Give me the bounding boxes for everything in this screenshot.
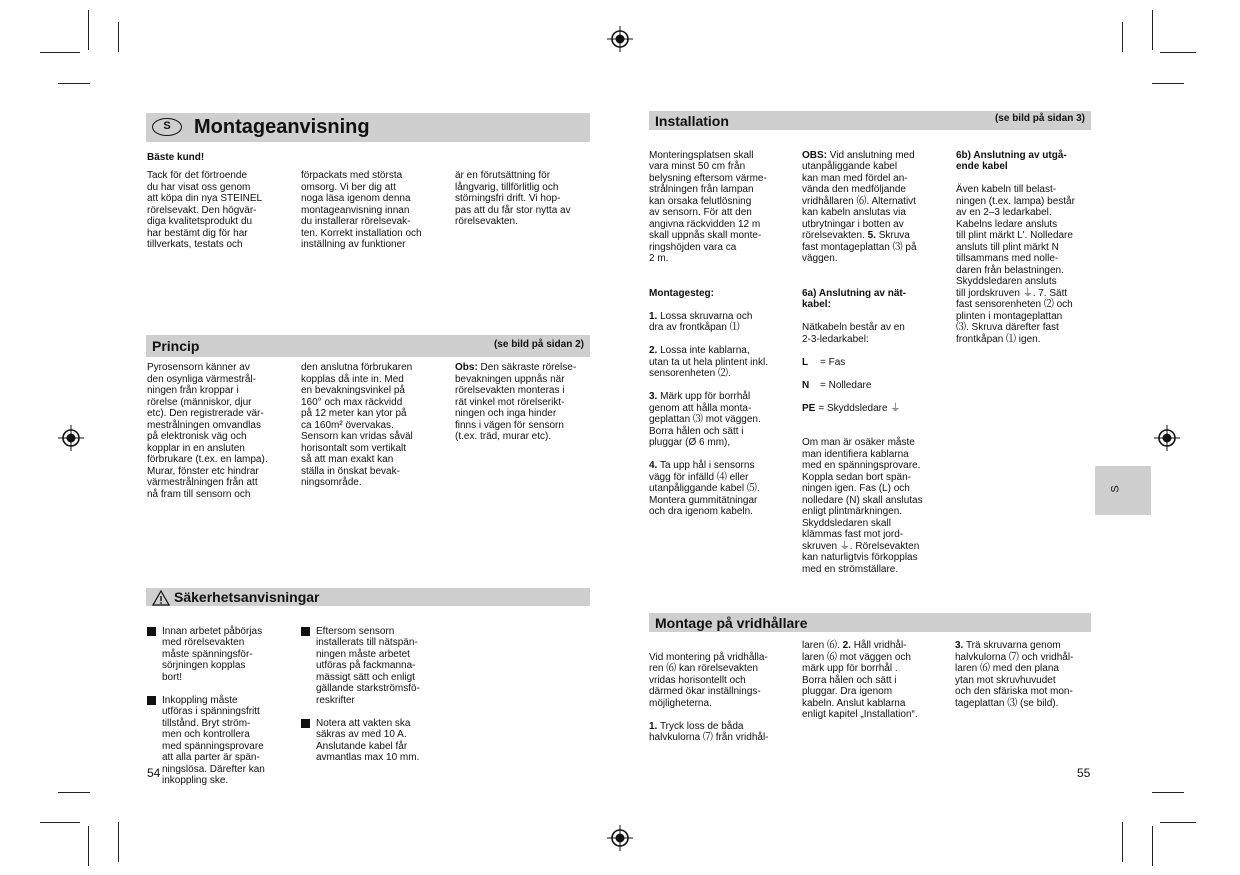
crop-mark — [1152, 792, 1184, 793]
installation-column-2 — [802, 138, 950, 587]
installation-column-1 — [649, 138, 797, 529]
intro-column-1: Tack för det förtroende du har visat oss genom att köpa din nya STEINEL rörelsevakt. Den högvär- diga kvalitetsprodukt du har bestämt dig för har tillverkats, testats och — [147, 170, 263, 250]
crop-mark — [58, 792, 90, 793]
registration-mark-icon — [1154, 425, 1180, 451]
section-title: Installation — [655, 113, 729, 129]
subsection-intro-6a: Nätkabeln består av en 2-3-ledarkabel: — [802, 322, 905, 345]
crop-mark — [1122, 822, 1123, 862]
intro-column-2: förpackats med största omsorg. Vi ber dig att noga läsa igenom denna montageanvisning innan du installerar rörelsevak- ten. Korrekt installation och inställning av funktioner — [301, 170, 422, 250]
list-item: 4. Ta upp hål i sensorns vägg för infälld ⑷ eller utanpåliggande kabel ⑸. Montera gummitätningar och dra igenom kabeln. — [649, 460, 760, 517]
page-number-right: 55 — [1077, 766, 1091, 780]
list-item: 2. Lossa inte kablarna, utan ta ut hela plintent inkl. sensorenheten ⑵. — [649, 345, 768, 379]
wire-row: L = Fas — [802, 356, 846, 368]
safety-column-1 — [147, 614, 297, 798]
section-header-montage — [649, 613, 1091, 632]
bullet-square-icon — [147, 627, 156, 636]
section-title: Säkerhetsanvisningar — [174, 589, 320, 605]
crop-mark — [1152, 10, 1153, 50]
obs-label: Obs: — [455, 362, 478, 373]
wire-row: N = Nolledare — [802, 379, 872, 391]
language-badge: S — [152, 118, 182, 136]
registration-mark-icon — [607, 825, 633, 851]
wire-row: PE = Skyddsledare ⏚ — [802, 402, 901, 414]
crop-mark — [118, 22, 119, 52]
registration-mark-icon — [607, 26, 633, 52]
princip-column-1: Pyrosensorn känner av den osynliga värmestrål- ningen från kroppar i rörelse (människor, djur etc). Den registrerade vär- mestrålningen omvandlas på elektronisk väg och kopplar in en ansluten förbrukare (t.ex. en lampa). Murar, fönster etc hindrar värmestrålningen från att nå fram till sensorn och — [147, 362, 268, 500]
page-number-left: 54 — [147, 766, 161, 780]
montage-column-3: 3. Trä skruvarna genom halvkulorna ⑺ och vridhål- laren ⑹ med den plana ytan mot skruvhuvudet och den sfäriska mot mon- tageplattan ⑶ (se bild). — [955, 640, 1074, 709]
registration-mark-icon — [58, 425, 84, 451]
crop-mark — [88, 826, 89, 866]
crop-mark — [88, 10, 89, 50]
section-header-princip — [146, 335, 590, 357]
section-reference: (se bild på sidan 3) — [994, 113, 1085, 124]
bullet-square-icon — [301, 627, 310, 636]
crop-mark — [1152, 83, 1184, 84]
crop-mark — [40, 822, 80, 823]
subsection-title-6a: 6a) Anslutning av nät- kabel: — [802, 287, 907, 310]
obs-text: Den säkraste rörelse- bevakningen uppnås när rörelsevakten monteras i rät vinkel mot rörelserikt- ningen och inga hinder finns i vägen för sensorn (t.ex. träd, murar etc). — [455, 362, 577, 442]
main-title-bar — [146, 113, 590, 142]
crop-mark — [1152, 826, 1153, 866]
list-item: 3. Märk upp för borrhål genom att hålla monta- geplattan ⑶ mot väggen. Borra hålen och sätt i pluggar (Ø 6 mm), — [649, 391, 761, 448]
section-header-safety — [146, 588, 590, 606]
list-item: Innan arbetet påbörjas med rörelsevakten måste spänningsför- sörjningen kopplas bort! — [147, 626, 297, 684]
greeting: Bäste kund! — [147, 152, 205, 163]
crop-mark — [40, 52, 80, 53]
section-title: Princip — [152, 338, 200, 354]
bullet-square-icon — [301, 719, 310, 728]
princip-column-3 — [455, 362, 595, 443]
wiring-note: Om man är osäker måste man identifiera kablarna med en spänningsprovare. Koppla sedan bort spän- ningen igen. Fas (L) och nolledare (N) skall anslutas enligt plintmärkningen. Skyddsledaren skall klämmas fast mot jord- skruven ⏚. Rörelsevakten kan naturligtvis förkopplas med en strömställare. — [802, 437, 923, 575]
list-item: Notera att vakten ska säkras av med 10 A. Anslutande kabel får avmantlas max 10 mm. — [301, 718, 451, 764]
language-side-tab: S — [1095, 466, 1151, 515]
intro-column-3: är en förutsättning för långvarig, tillförlitlig och störningsfri drift. Vi hop- pas att du får stor nytta av rörelsevakten. — [455, 170, 571, 227]
montage-column-2: laren ⑹. 2. Håll vridhål- laren ⑹ mot väggen och märk upp för borrhål . Borra hålen och sätt i pluggar. Dra igenom kabeln. Anslut kablarna enligt kapitel „Installation“. — [802, 640, 918, 720]
montage-column-1: Vid montering på vridhålla- ren ⑹ kan rörelsevakten vridas horisontellt och därmed ökar inställnings- möjligheterna. 1. Tryck loss de båda halvkulorna ⑺ från vridhål- — [649, 651, 769, 743]
crop-mark — [58, 83, 90, 84]
subsection-title-6b: 6b) Anslutning av utgå- ende kabel — [956, 149, 1067, 172]
list-item: Eftersom sensorn installerats till nätspän- ningen måste arbetet utföras på fackmanna- mässigt sätt och enligt gällande starkströmsfö- reskrifter — [301, 626, 451, 707]
section-title: Montage på vridhållare — [655, 615, 808, 631]
subsection-text-6b: Även kabeln till belast- ningen (t.ex. lampa) består av en 2–3 ledarkabel. Kabelns ledare ansluts till plint märkt L'. Nolledare ansluts till plint märkt N tillsammans med nolle- daren från belastningen. Skyddsledaren ansluts till jordskruven ⏚. 7. Sätt fast sensorenheten ⑵ och plinten i montageplattan ⑶. Skruva därefter fast frontkåpan ⑴ igen. — [956, 184, 1075, 345]
page-title: Montageanvisning — [194, 116, 370, 138]
section-header-installation — [649, 111, 1091, 130]
crop-mark — [118, 822, 119, 862]
crop-mark — [1122, 22, 1123, 52]
princip-column-2: den anslutna förbrukaren kopplas då inte in. Med en bevakningsvinkel på 160° och max räckvidd på 12 meter kan ytor på ca 160m² övervakas. Sensorn kan vridas såväl horisontalt som vertikalt så att man exakt kan ställa in önskat bevak- ningsområde. — [301, 362, 413, 488]
safety-column-2 — [301, 614, 451, 775]
obs-paragraph: OBS: Vid anslutning med utanpåliggande kabel kan man med fördel an- vända den medföljande vridhållaren ⑹. Alternativt kan kabeln anslutas via utbrytningar i botten av rörelsevakten. 5. Skruva fast montageplattan ⑶ på väggen. — [802, 149, 917, 264]
bullet-square-icon — [147, 696, 156, 705]
warning-triangle-icon — [152, 590, 170, 606]
installation-intro: Monteringsplatsen skall vara minst 50 cm från belysning eftersom värme- strålningen från lampan kan orsaka felutlösning av sensorn. För att den angivna räckvidden 12 m skall uppnås skall monte- ringshöjden vara ca 2 m. — [649, 149, 767, 264]
crop-mark — [1160, 822, 1196, 823]
crop-mark — [1160, 52, 1196, 53]
list-item: Inkoppling måste utföras i spänningsfritt tillstånd. Bryt ström- men och kontrollera med spänningsprovare att alla parter är spän- ningslösa. Därefter kan inkoppling ske. — [147, 695, 297, 787]
list-item: 1. Lossa skruvarna och dra av frontkåpan ⑴ — [649, 310, 753, 333]
installation-column-3 — [956, 138, 1096, 357]
section-reference: (se bild på sidan 2) — [493, 339, 584, 350]
steps-label: Montagesteg: — [649, 287, 714, 299]
